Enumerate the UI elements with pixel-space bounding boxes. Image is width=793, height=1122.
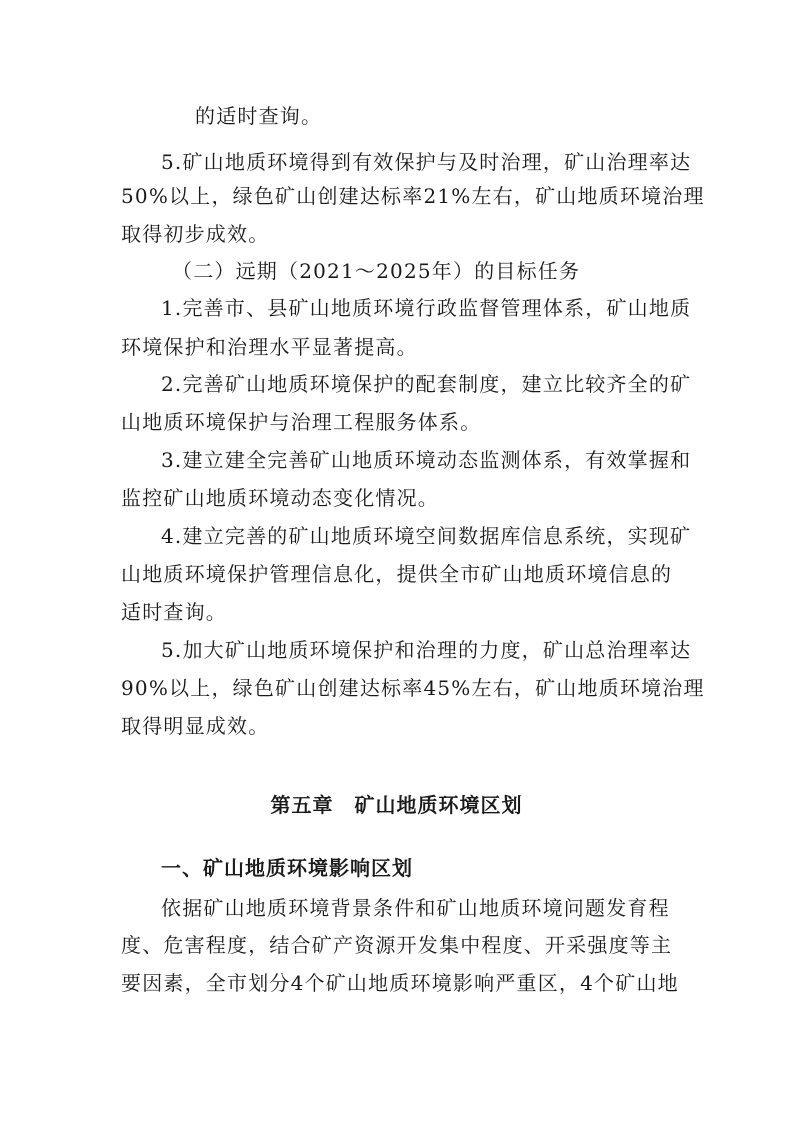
subsection-heading: （二）远期（2021～2025年）的目标任务: [172, 259, 581, 283]
paragraph-line: 适时查询。: [121, 600, 227, 624]
paragraph-line: 依据矿山地质环境背景条件和矿山地质环境问题发育程: [161, 896, 670, 920]
paragraph-line: 监控矿山地质环境动态变化情况。: [121, 486, 439, 510]
paragraph-line: 2.完善矿山地质环境保护的配套制度，建立比较齐全的矿: [161, 372, 692, 396]
paragraph-line: 5.矿山地质环境得到有效保护与及时治理，矿山治理率达: [161, 150, 692, 174]
paragraph-line: 度、危害程度，结合矿产资源开发集中程度、开采强度等主: [121, 933, 673, 957]
paragraph-line: 4.建立完善的矿山地质环境空间数据库信息系统，实现矿: [161, 524, 692, 548]
paragraph-line: 50%以上，绿色矿山创建达标率21%左右，矿山地质环境治理: [121, 184, 705, 208]
paragraph-line: 山地质环境保护与治理工程服务体系。: [121, 410, 482, 434]
paragraph-line: 要因素，全市划分4个矿山地质环境影响严重区，4个矿山地: [121, 971, 679, 995]
paragraph-line: 取得明显成效。: [121, 714, 270, 738]
paragraph-line: 山地质环境保护管理信息化，提供全市矿山地质环境信息的: [121, 562, 673, 586]
paragraph-line: 1.完善市、县矿山地质环境行政监督管理体系，矿山地质: [161, 296, 692, 320]
chapter-title: 第五章 矿山地质环境区划: [270, 793, 523, 817]
paragraph-line: 的适时查询。: [195, 104, 323, 128]
paragraph-line: 3.建立建全完善矿山地质环境动态监测体系，有效掌握和: [161, 448, 692, 472]
paragraph-line: 环境保护和治理水平显著提高。: [121, 335, 418, 359]
section-title: 一、矿山地质环境影响区划: [161, 856, 413, 880]
paragraph-line: 取得初步成效。: [121, 222, 270, 246]
paragraph-line: 5.加大矿山地质环境保护和治理的力度，矿山总治理率达: [161, 638, 692, 662]
paragraph-line: 90%以上，绿色矿山创建达标率45%左右，矿山地质环境治理: [121, 676, 705, 700]
